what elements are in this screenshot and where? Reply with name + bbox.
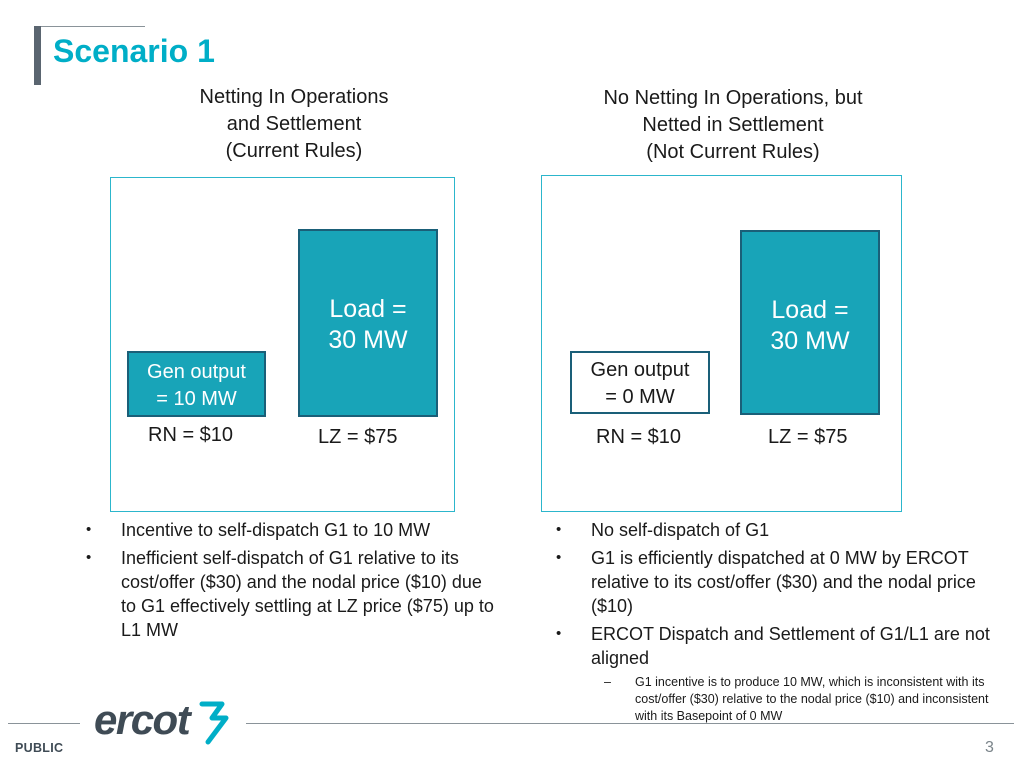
footer-public-label: PUBLIC [15,741,64,755]
right-column-heading [560,85,906,166]
bullet-dot: • [86,521,92,538]
sub-bullet-dash: – [604,675,611,689]
sub-bullet-text: G1 incentive is to produce 10 MW, which is inconsistent with its cost/offer ($30) relative to the nodal price ($10) and inconsistent with its Basepoint of 0 MW [635,675,989,723]
gen-line: Gen output [147,361,246,383]
bullet-text: Inefficient self-dispatch of G1 relative to its cost/offer ($30) and the nodal price ($10) due to G1 effectively settling at LZ price ($75) up to L1 MW [121,548,494,640]
bullet-item [556,518,1001,542]
load-line: Load = [771,296,849,324]
ercot-logo [94,694,234,750]
left-lz-price-label: LZ = $75 [318,426,398,448]
gen-line: Gen output [590,359,690,381]
logo-wordmark: ercot [94,696,190,743]
gen-line: = 10 MW [156,388,237,410]
bullet-text: G1 is efficiently dispatched at 0 MW by ERCOT relative to its cost/offer ($30) and the nodal price ($10) [591,548,976,616]
left-bullet-list [86,518,501,646]
logo-mark-icon [202,704,226,742]
bullet-item [556,546,1001,618]
sub-bullet-item [604,674,1001,725]
bullet-item [556,622,1001,670]
heading-line: (Not Current Rules) [646,141,820,163]
bullet-dot: • [556,625,562,642]
bullet-text: No self-dispatch of G1 [591,520,770,540]
title-accent-bar [34,26,41,85]
heading-line: Netting In Operations [199,86,389,108]
heading-line: No Netting In Operations, but [603,87,863,109]
bullet-dot: • [556,549,562,566]
left-gen-box [127,351,266,417]
heading-line: Netted in Settlement [642,114,824,136]
bullet-dot: • [86,549,92,566]
bullet-item [86,546,501,642]
title-rule [41,26,145,27]
right-bullet-list [556,518,1001,725]
slide-title: Scenario 1 [53,33,215,69]
heading-line: and Settlement [226,113,362,135]
left-rn-price-label: RN = $10 [148,424,234,446]
footer-rule-left [8,723,80,724]
bullet-text: ERCOT Dispatch and Settlement of G1/L1 are not aligned [591,624,990,668]
right-gen-box [570,351,710,414]
footer-rule-right [246,723,1014,724]
gen-line: = 0 MW [605,386,675,408]
right-lz-price-label: LZ = $75 [768,426,848,448]
load-line: 30 MW [770,327,850,355]
right-load-box [740,230,880,415]
bullet-dot: • [556,521,562,538]
bullet-text: Incentive to self-dispatch G1 to 10 MW [121,520,431,540]
page-number: 3 [985,739,994,756]
left-column-heading [160,84,428,165]
heading-line: (Current Rules) [225,140,363,162]
left-load-box [298,229,438,417]
load-line: 30 MW [328,326,408,354]
bullet-item [86,518,501,542]
load-line: Load = [329,295,407,323]
right-rn-price-label: RN = $10 [596,426,682,448]
